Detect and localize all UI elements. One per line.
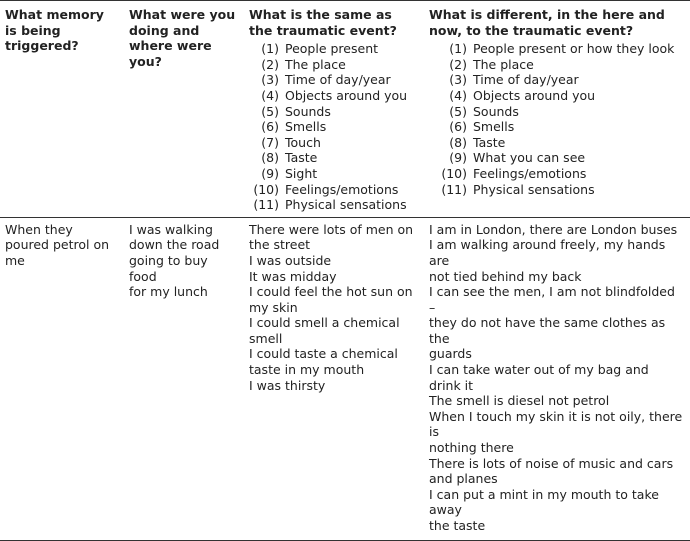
factor-label: Feelings/emotions	[473, 165, 587, 181]
same-line: I could smell a chemical	[249, 315, 400, 331]
factor-label: Smells	[473, 119, 515, 135]
factor-number: (8)	[261, 150, 279, 166]
same-line: I could feel the hot sun on	[249, 284, 413, 300]
different-factor-item	[429, 104, 684, 120]
different-factor-item	[429, 72, 684, 88]
doing-line: I was walking	[129, 221, 213, 237]
different-factor-item	[429, 88, 684, 104]
different-line: I can see the men, I am not blindfolded –	[429, 284, 675, 315]
memory-line: me	[5, 252, 25, 268]
factor-label: Objects around you	[473, 87, 596, 103]
factor-number: (3)	[261, 72, 279, 88]
same-factor-list	[249, 41, 418, 213]
factor-label: Smells	[285, 119, 327, 135]
same-factor-item	[249, 72, 418, 88]
same-factor-item	[249, 166, 418, 182]
factor-number: (9)	[261, 165, 279, 181]
different-line: The smell is diesel not petrol	[429, 393, 610, 409]
same-line: the street	[249, 237, 311, 253]
same-factor-item	[249, 41, 418, 57]
factor-label: Sight	[285, 165, 318, 181]
factor-number: (10)	[441, 165, 467, 181]
same-factor-item	[249, 150, 418, 166]
same-factor-item	[249, 119, 418, 135]
header-doing-text: What were you doing and where were you?	[129, 7, 236, 69]
different-line: they do not have the same clothes as the	[429, 315, 666, 346]
different-line: I am in London, there are London buses	[429, 221, 678, 237]
factor-label: Sounds	[473, 103, 519, 119]
factor-number: (11)	[441, 181, 467, 197]
different-factor-item	[429, 119, 684, 135]
factor-number: (11)	[253, 197, 279, 213]
header-different	[424, 1, 690, 218]
different-factor-item	[429, 57, 684, 73]
header-same-text: What is the same as the traumatic event?	[249, 7, 397, 38]
header-different-text: What is different, in the here and now, to the traumatic event?	[429, 7, 665, 38]
different-line: I can take water out of my bag and drink it	[429, 362, 649, 393]
header-memory	[0, 1, 124, 218]
different-line: the taste	[429, 518, 486, 533]
same-line: I was thirsty	[249, 377, 326, 393]
memory-cell	[0, 217, 124, 540]
same-line: smell	[249, 330, 283, 346]
same-factor-item	[249, 197, 418, 213]
different-cell	[424, 217, 690, 540]
different-line: There is lots of noise of music and cars	[429, 455, 674, 471]
factor-number: (8)	[449, 134, 467, 150]
different-line: and planes	[429, 471, 498, 487]
table-row	[0, 217, 690, 540]
same-line: I could taste a chemical	[249, 346, 398, 362]
factor-label: Objects around you	[285, 87, 408, 103]
factor-number: (4)	[449, 87, 467, 103]
different-factor-item	[429, 150, 684, 166]
factor-label: Taste	[473, 134, 506, 150]
different-factor-item	[429, 166, 684, 182]
factor-number: (1)	[261, 41, 279, 57]
factor-label: Physical sensations	[285, 197, 407, 213]
factor-label: What you can see	[473, 150, 586, 166]
factor-label: Time of day/year	[473, 72, 579, 88]
same-factor-item	[249, 182, 418, 198]
same-factor-item	[249, 135, 418, 151]
different-factor-item	[429, 135, 684, 151]
different-line: not tied behind my back	[429, 268, 582, 284]
table-body	[0, 217, 690, 540]
doing-line: going to buy food	[129, 252, 208, 284]
factor-label: Touch	[285, 134, 321, 150]
different-line: I am walking around freely, my hands are	[429, 237, 666, 268]
same-factor-item	[249, 57, 418, 73]
factor-label: Physical sensations	[473, 181, 595, 197]
factor-number: (5)	[449, 103, 467, 119]
factor-number: (2)	[449, 56, 467, 72]
different-factor-item	[429, 41, 684, 57]
factor-number: (10)	[253, 181, 279, 197]
doing-line: for my lunch	[129, 284, 208, 300]
factor-label: The place	[473, 56, 534, 72]
different-line: nothing there	[429, 440, 514, 456]
factor-number: (3)	[449, 72, 467, 88]
factor-number: (7)	[261, 134, 279, 150]
header-row	[0, 1, 690, 218]
header-doing	[124, 1, 244, 218]
factor-number: (9)	[449, 150, 467, 166]
factor-number: (6)	[449, 119, 467, 135]
factor-label: People present	[285, 41, 379, 57]
memory-line: poured petrol on	[5, 237, 110, 253]
different-factor-item	[429, 182, 684, 198]
factor-number: (1)	[449, 41, 467, 57]
factor-number: (4)	[261, 87, 279, 103]
table-header	[0, 1, 690, 218]
different-line: I can put a mint in my mouth to take away	[429, 486, 659, 518]
factor-number: (6)	[261, 119, 279, 135]
factor-label: People present or how they look	[473, 41, 675, 57]
different-line: guards	[429, 346, 472, 362]
doing-cell	[124, 217, 244, 540]
same-line: my skin	[249, 299, 298, 315]
factor-label: Time of day/year	[285, 72, 391, 88]
same-line: It was midday	[249, 268, 337, 284]
same-line: I was outside	[249, 252, 332, 268]
same-cell	[244, 217, 424, 540]
different-factor-list	[429, 41, 684, 197]
factor-number: (5)	[261, 103, 279, 119]
header-memory-text: What memory is being triggered?	[5, 7, 104, 54]
factor-label: Feelings/emotions	[285, 181, 399, 197]
header-same	[244, 1, 424, 218]
factor-label: Taste	[285, 150, 318, 166]
same-factor-item	[249, 88, 418, 104]
factor-label: The place	[285, 56, 346, 72]
memory-line: When they	[5, 221, 73, 237]
same-line: There were lots of men on	[249, 221, 414, 237]
doing-line: down the road	[129, 237, 220, 253]
same-line: taste in my mouth	[249, 362, 365, 378]
factor-label: Sounds	[285, 103, 331, 119]
different-line: When I touch my skin it is not oily, there is	[429, 408, 683, 440]
factor-number: (2)	[261, 56, 279, 72]
same-factor-item	[249, 104, 418, 120]
